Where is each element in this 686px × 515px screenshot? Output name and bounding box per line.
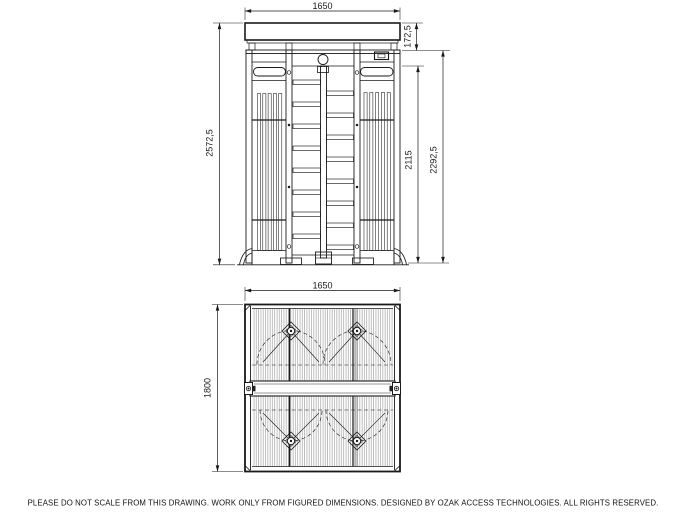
dim-overall-height-label: 2572,5 [204,129,215,157]
footer-note: PLEASE DO NOT SCALE FROM THIS DRAWING. WORK ONLY FROM FIGURED DIMENSIONS. DESIGNED BY OZAK ACCESS TECHNOLOGIES. ALL RIGHTS RESERVED. [27,498,659,508]
frame [246,50,400,263]
rotor-assembly [292,55,354,265]
center-beam [245,381,401,396]
plan-view [245,305,401,472]
dim-front-width-label: 1650 [312,1,333,11]
dimension-passage-height [402,66,424,263]
dimension-frame-height [408,51,449,264]
dimension-plan-depth [203,305,244,472]
dim-frame-height-label: 2292,5 [428,146,439,174]
top-bearing-icon [318,55,328,65]
dim-canopy-height-label: 172,5 [402,25,413,48]
dimension-canopy-height [402,23,450,51]
dimension-plan-width [245,281,400,302]
canopy [245,23,400,50]
dim-plan-width-label: 1650 [312,280,333,291]
dimension-overall-height [205,23,244,265]
left-grille-panel [252,62,286,251]
feet [237,249,409,265]
dim-passage-height-label: 2115 [403,150,414,170]
dim-plan-depth-label: 1800 [202,377,213,399]
pivot-points [287,71,359,249]
front-elevation-view [237,23,409,265]
right-grille-panel [360,52,394,251]
dimension-front-width [245,1,400,20]
